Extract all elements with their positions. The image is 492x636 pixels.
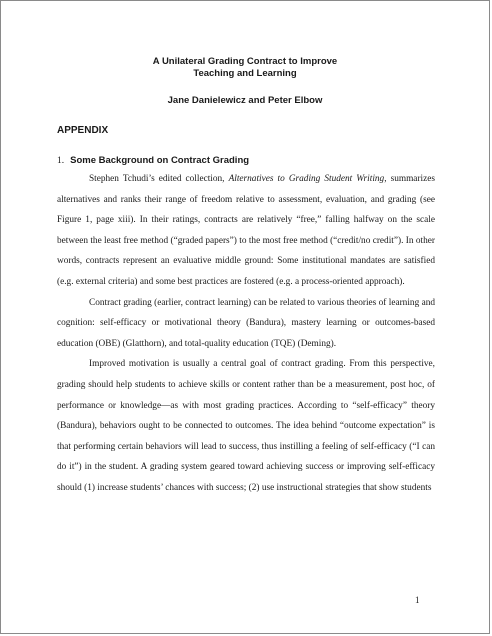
title-line-1: A Unilateral Grading Contract to Improve	[152, 56, 338, 67]
page-number: 1	[415, 595, 420, 605]
paragraph-1-lead: Stephen Tchudi’s edited collection,	[89, 174, 229, 184]
section-title: Some Background on Contract Grading	[70, 155, 250, 166]
appendix-heading: APPENDIX	[57, 125, 109, 136]
book-title: Alternatives to Grading Student Writing	[228, 174, 385, 184]
paragraph-1	[57, 169, 435, 293]
paragraph-3: Improved motivation is usually a central goal of contract grading. From this perspective, grading should help students to achieve skills or content rather than be a measurement, post hoc, of performance or knowledge—as with most grading practices. According to “self-efficacy” theory (Bandura), behaviors ought to be connected to outcomes. The idea behind “outcome expectation” is that performing certain behaviors will lead to success, thus instilling a feeling of self-efficacy (“I can do it”) in the student. A grading system geared toward achieving success or improving self-efficacy should (1) increase students’ chances with success; (2) use instructional strategies that show students	[57, 359, 435, 493]
title-line-2: Teaching and Learning	[193, 68, 297, 79]
section-number: 1.	[57, 156, 65, 166]
document-title	[1, 56, 489, 80]
body-text	[57, 169, 435, 499]
paragraph-1-rest: , summarizes alternatives and ranks their range of freedom relative to assessment, evaluation, and grading (see Figure 1, page xiii). In their ratings, contracts are relatively “free,” falling halfway on the scale between the least free method (“graded papers”) to the most free method (“credit/no credit”). In other words, contracts represent an evaluative middle ground: Some institutional mandates are satisfied (e.g. external criteria) and some best practices are fostered (e.g. a process-oriented approach).	[57, 174, 435, 287]
paragraph-2: Contract grading (earlier, contract learning) can be related to various theories of learning and cognition: self-efficacy or motivational theory (Bandura), mastery learning or outcomes-based education (OBE) (Glatthorn), and total-quality education (TQE) (Deming).	[57, 297, 435, 349]
authors: Jane Danielewicz and Peter Elbow	[167, 95, 323, 106]
section-heading	[57, 155, 249, 166]
